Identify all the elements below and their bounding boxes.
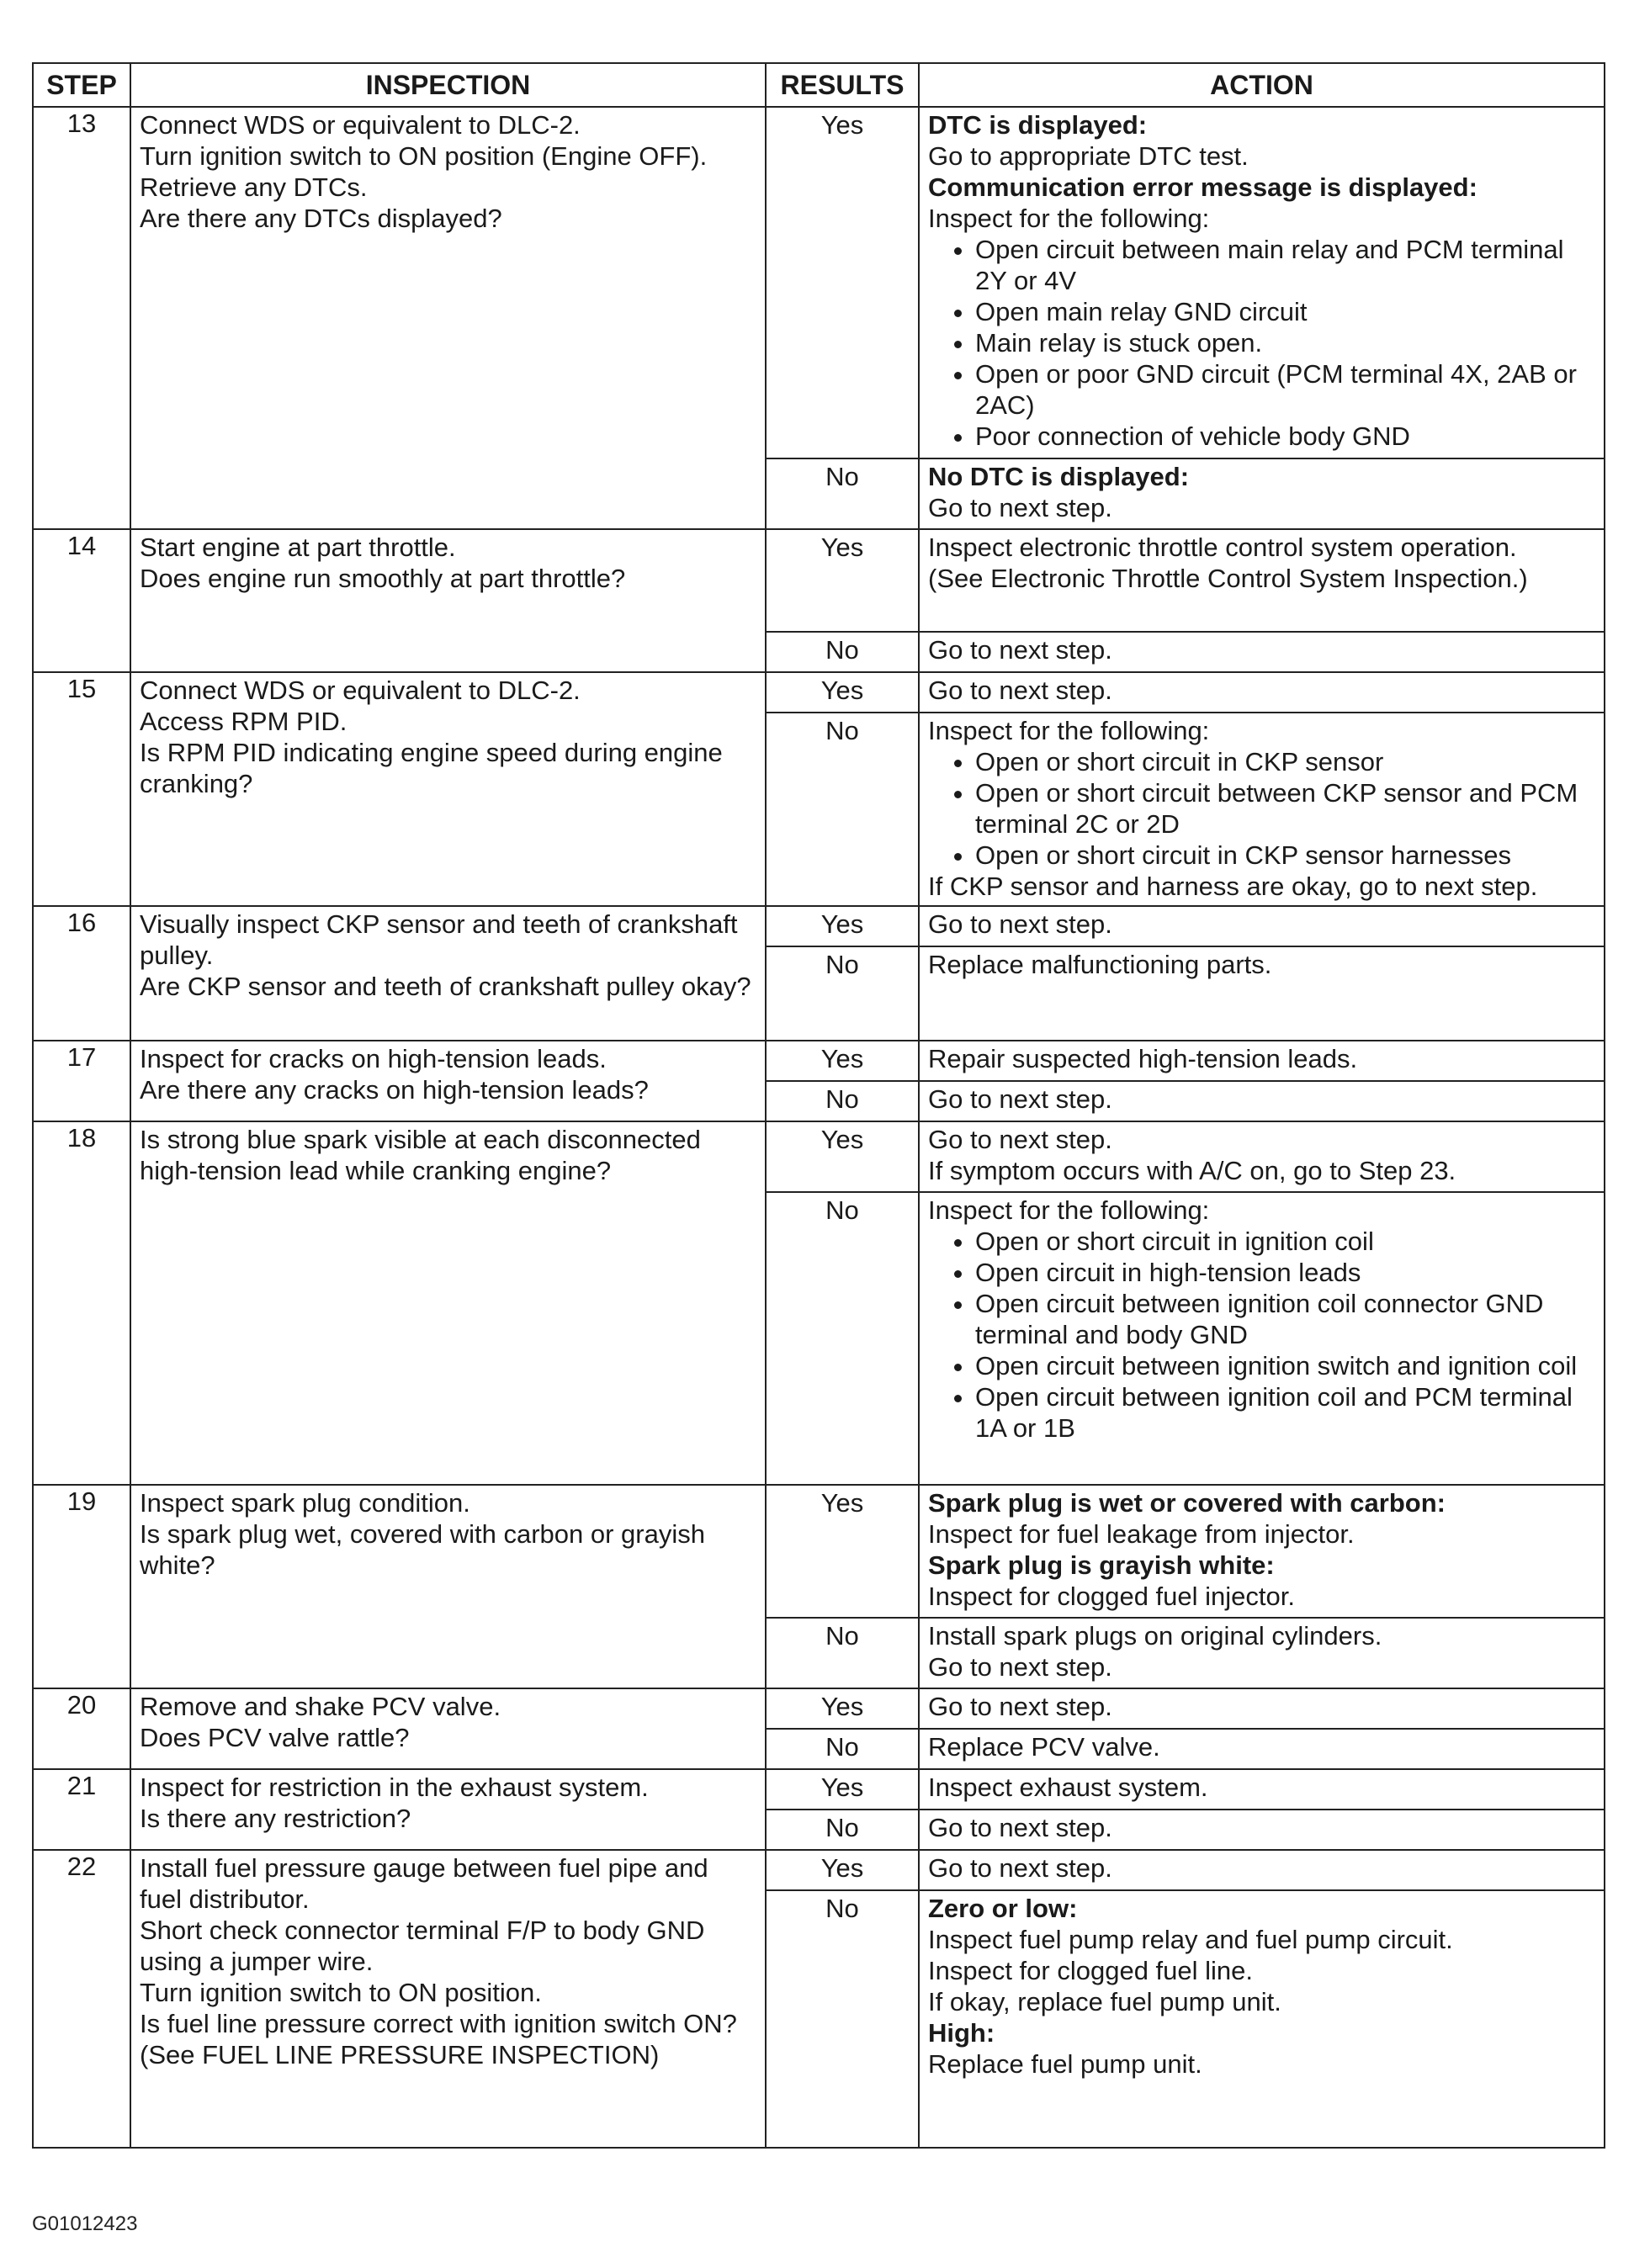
inspection-cell (130, 1121, 766, 1485)
inspection-line: Inspect for cracks on high-tension leads. (140, 1044, 607, 1073)
step-number: 20 (33, 1688, 130, 1769)
action-cell (919, 107, 1605, 458)
action-cell (919, 1769, 1605, 1810)
result-value: Yes (766, 1485, 919, 1618)
step-number: 21 (33, 1769, 130, 1850)
inspection-line: Turn ignition switch to ON position. (140, 1978, 542, 2007)
bullet-item: • Main relay is stuck open. (975, 327, 1595, 358)
inspection-line: Access RPM PID. (140, 707, 347, 736)
inspection-line: Are CKP sensor and teeth of crankshaft pulley okay? (140, 972, 751, 1001)
table-body (33, 107, 1605, 2148)
action-cell (919, 713, 1605, 906)
result-value: No (766, 946, 919, 1041)
result-value: Yes (766, 1850, 919, 1890)
action-line: Install spark plugs on original cylinders. (928, 1621, 1382, 1651)
result-value: Yes (766, 529, 919, 632)
action-line: Go to next step. (928, 1084, 1112, 1114)
step-number: 15 (33, 672, 130, 906)
action-cell (919, 458, 1605, 529)
action-heading: No DTC is displayed: (928, 462, 1190, 491)
bullet-item: • Open circuit between ignition switch and ignition coil (975, 1350, 1595, 1381)
inspection-cell (130, 1850, 766, 2148)
result-value: Yes (766, 1688, 919, 1729)
inspection-cell (130, 906, 766, 1041)
result-value: No (766, 1729, 919, 1769)
inspection-line: Are there any DTCs displayed? (140, 204, 502, 233)
action-cell (919, 1890, 1605, 2148)
step-number: 19 (33, 1485, 130, 1688)
table-row (33, 1688, 1605, 1729)
action-line: Inspect for the following: (928, 1195, 1210, 1225)
action-line: If CKP sensor and harness are okay, go to next step. (928, 872, 1538, 901)
inspection-cell (130, 1688, 766, 1769)
action-cell (919, 1810, 1605, 1850)
inspection-line: (See FUEL LINE PRESSURE INSPECTION) (140, 2040, 660, 2069)
result-value: Yes (766, 672, 919, 713)
result-value: No (766, 1810, 919, 1850)
bullet-item: • Open or poor GND circuit (PCM terminal 4X, 2AB or 2AC) (975, 358, 1595, 421)
action-cell (919, 632, 1605, 672)
action-heading: Zero or low: (928, 1894, 1078, 1923)
step-number: 14 (33, 529, 130, 672)
inspection-line: Inspect for restriction in the exhaust system. (140, 1773, 649, 1802)
action-line: Inspect for clogged fuel injector. (928, 1582, 1295, 1611)
step-number: 18 (33, 1121, 130, 1485)
action-line: Inspect exhaust system. (928, 1773, 1208, 1802)
diagnostic-table (32, 62, 1605, 2149)
table-row (33, 1769, 1605, 1810)
action-line: Go to next step. (928, 635, 1112, 665)
action-line: If okay, replace fuel pump unit. (928, 1987, 1281, 2016)
inspection-line: Short check connector terminal F/P to body GND using a jumper wire. (140, 1916, 705, 1976)
inspection-line: Remove and shake PCV valve. (140, 1692, 501, 1721)
result-value: Yes (766, 906, 919, 946)
inspection-line: Is spark plug wet, covered with carbon or grayish white? (140, 1519, 705, 1580)
inspection-line: Are there any cracks on high-tension leads? (140, 1075, 649, 1105)
step-number: 22 (33, 1850, 130, 2148)
bullet-item: • Open or short circuit in CKP sensor harnesses (975, 840, 1595, 871)
step-number: 13 (33, 107, 130, 529)
action-heading: High: (928, 2018, 995, 2048)
action-heading: Communication error message is displayed: (928, 172, 1477, 202)
action-cell (919, 1729, 1605, 1769)
inspection-line: Start engine at part throttle. (140, 533, 456, 562)
bullet-item: • Open main relay GND circuit (975, 296, 1595, 327)
result-value: Yes (766, 1041, 919, 1081)
bullet-item: • Open or short circuit in ignition coil (975, 1226, 1595, 1257)
action-cell (919, 1618, 1605, 1688)
bullet-item: • Open circuit between ignition coil connector GND terminal and body GND (975, 1288, 1595, 1350)
result-value: Yes (766, 107, 919, 458)
action-line: Inspect for clogged fuel line. (928, 1956, 1254, 1985)
action-line: (See Electronic Throttle Control System Inspection.) (928, 564, 1528, 593)
result-value: Yes (766, 1121, 919, 1192)
action-cell (919, 1850, 1605, 1890)
action-line: Go to next step. (928, 676, 1112, 705)
action-heading: Spark plug is wet or covered with carbon: (928, 1488, 1446, 1518)
table-row (33, 906, 1605, 946)
action-line: Go to next step. (928, 1692, 1112, 1721)
action-cell (919, 1688, 1605, 1729)
result-value: No (766, 1192, 919, 1485)
inspection-cell (130, 107, 766, 529)
action-line: Go to next step. (928, 1125, 1112, 1154)
inspection-line: Does PCV valve rattle? (140, 1723, 410, 1752)
action-line: Inspect electronic throttle control system operation. (928, 533, 1517, 562)
step-number: 17 (33, 1041, 130, 1121)
action-line: Inspect for fuel leakage from injector. (928, 1519, 1355, 1549)
bullet-item: • Open or short circuit in CKP sensor (975, 746, 1595, 777)
bullet-item: • Poor connection of vehicle body GND (975, 421, 1595, 452)
inspection-line: Connect WDS or equivalent to DLC-2. (140, 110, 581, 140)
inspection-line: Is fuel line pressure correct with ignition switch ON? (140, 2009, 737, 2038)
action-line: Replace PCV valve. (928, 1732, 1160, 1762)
result-value: No (766, 713, 919, 906)
result-value: No (766, 458, 919, 529)
action-line: Inspect fuel pump relay and fuel pump circuit. (928, 1925, 1453, 1954)
action-line: Replace malfunctioning parts. (928, 950, 1272, 979)
bullet-item: • Open circuit in high-tension leads (975, 1257, 1595, 1288)
action-line: Inspect for the following: (928, 204, 1210, 233)
result-value: No (766, 1890, 919, 2148)
bullet-list (928, 234, 1595, 452)
action-line: Replace fuel pump unit. (928, 2049, 1202, 2079)
action-line: If symptom occurs with A/C on, go to Step 23. (928, 1156, 1456, 1185)
action-line: Go to next step. (928, 493, 1112, 522)
inspection-line: Does engine run smoothly at part throttle? (140, 564, 626, 593)
action-cell (919, 1192, 1605, 1485)
table-row (33, 672, 1605, 713)
header-row (33, 63, 1605, 107)
inspection-line: Is there any restriction? (140, 1804, 411, 1833)
inspection-line: Install fuel pressure gauge between fuel pipe and fuel distributor. (140, 1853, 708, 1914)
action-cell (919, 529, 1605, 632)
bullet-list (928, 1226, 1595, 1444)
bullet-item: • Open circuit between main relay and PCM terminal 2Y or 4V (975, 234, 1595, 296)
table-row (33, 529, 1605, 632)
action-line: Go to appropriate DTC test. (928, 141, 1249, 171)
inspection-line: Inspect spark plug condition. (140, 1488, 470, 1518)
inspection-line: Connect WDS or equivalent to DLC-2. (140, 676, 581, 705)
result-value: No (766, 632, 919, 672)
step-number: 16 (33, 906, 130, 1041)
header-step: STEP (33, 63, 130, 107)
action-heading: Spark plug is grayish white: (928, 1550, 1275, 1580)
header-action: ACTION (919, 63, 1605, 107)
action-cell (919, 906, 1605, 946)
action-cell (919, 672, 1605, 713)
inspection-line: Is strong blue spark visible at each disconnected high-tension lead while cranking engine? (140, 1125, 701, 1185)
action-cell (919, 1121, 1605, 1192)
action-cell (919, 1485, 1605, 1618)
inspection-line: Retrieve any DTCs. (140, 172, 368, 202)
action-cell (919, 1081, 1605, 1121)
table-row (33, 1121, 1605, 1192)
table-row (33, 1041, 1605, 1081)
figure-code: G01012423 (32, 2212, 138, 2235)
bullet-list (928, 746, 1595, 871)
inspection-cell (130, 1485, 766, 1688)
action-line: Go to next step. (928, 1853, 1112, 1883)
action-heading: DTC is displayed: (928, 110, 1148, 140)
action-line: Go to next step. (928, 1652, 1112, 1682)
table-row (33, 1485, 1605, 1618)
inspection-cell (130, 1769, 766, 1850)
action-line: Repair suspected high-tension leads. (928, 1044, 1358, 1073)
inspection-cell (130, 529, 766, 672)
inspection-cell (130, 672, 766, 906)
action-cell (919, 946, 1605, 1041)
inspection-line: Turn ignition switch to ON position (Engine OFF). (140, 141, 708, 171)
bullet-item: • Open or short circuit between CKP sensor and PCM terminal 2C or 2D (975, 777, 1595, 840)
result-value: No (766, 1081, 919, 1121)
inspection-line: Is RPM PID indicating engine speed during engine cranking? (140, 738, 723, 798)
table-row (33, 1850, 1605, 1890)
result-value: No (766, 1618, 919, 1688)
header-inspection: INSPECTION (130, 63, 766, 107)
action-line: Inspect for the following: (928, 716, 1210, 745)
inspection-cell (130, 1041, 766, 1121)
action-cell (919, 1041, 1605, 1081)
result-value: Yes (766, 1769, 919, 1810)
header-results: RESULTS (766, 63, 919, 107)
action-line: Go to next step. (928, 909, 1112, 939)
bullet-item: • Open circuit between ignition coil and PCM terminal 1A or 1B (975, 1381, 1595, 1444)
action-line: Go to next step. (928, 1813, 1112, 1842)
inspection-line: Visually inspect CKP sensor and teeth of crankshaft pulley. (140, 909, 738, 970)
table-row (33, 107, 1605, 458)
